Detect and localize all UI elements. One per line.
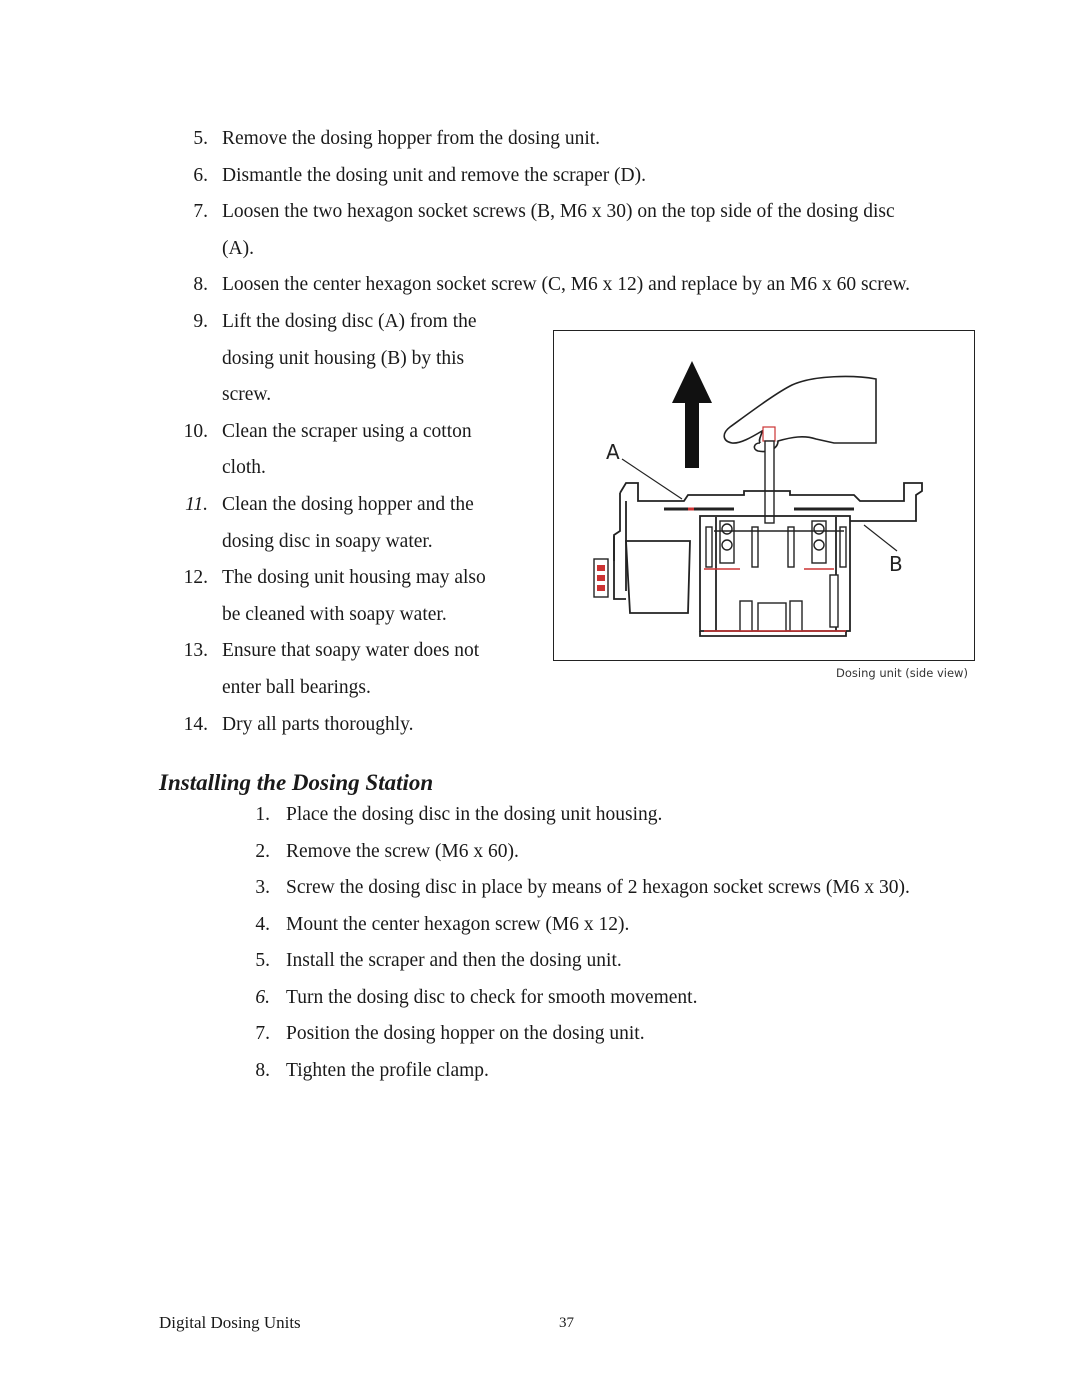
label-a: A [606,440,620,464]
page-number: 37 [559,1315,574,1331]
removal-step-text: Lift the dosing disc (A) from the [222,311,477,332]
install-step-text: Install the scraper and then the dosing unit. [286,950,622,971]
install-step-number: 8. [255,1059,270,1081]
removal-step-text: Remove the dosing hopper from the dosing unit. [222,128,601,149]
install-step-text: Screw the dosing disc in place by means of 2 hexagon socket screws (M6 x 30). [286,877,910,898]
removal-step-text: The dosing unit housing may also [222,567,486,589]
install-step-number: 3. [255,877,270,898]
lift-arrow-icon [672,361,712,468]
footer-title: Digital Dosing Units [159,1313,301,1332]
removal-step-number: 12. [183,567,208,589]
removal-step-text: enter ball bearings. [222,677,371,698]
dosing-unit-diagram [554,331,976,662]
install-step-number: 1. [255,804,270,825]
label-b: B [889,552,903,576]
removal-step-text: Loosen the center hexagon socket screw (C, M6 x 12) and replace by an M6 x 60 screw. [222,274,911,296]
removal-step-text: (A). [222,237,254,259]
install-step-number: 5. [255,950,270,971]
install-step-number: 6. [255,986,270,1008]
install-step-number: 2. [255,840,270,862]
install-step-text: Place the dosing disc in the dosing unit housing. [286,804,663,825]
removal-step-number: 5. [193,128,208,149]
install-step-text: Remove the screw (M6 x 60). [286,840,519,862]
removal-step-number: 8. [193,274,208,296]
removal-step-text: cloth. [222,457,266,479]
section-heading: Installing the Dosing Station [159,770,434,795]
install-step-text: Position the dosing hopper on the dosing unit. [286,1023,645,1044]
removal-step-number: 9. [193,311,208,332]
install-step-text: Tighten the profile clamp. [286,1059,489,1081]
removal-step-number: 10. [183,420,208,442]
removal-step-text: dosing disc in soapy water. [222,530,433,552]
removal-step-text: screw. [222,384,272,406]
removal-step-number: 11. [185,494,208,515]
install-step-text: Mount the center hexagon screw (M6 x 12). [286,913,630,935]
removal-step-text: Ensure that soapy water does not [222,640,480,662]
hand-icon [724,377,876,452]
removal-step-text: Clean the scraper using a cotton [222,420,472,442]
removal-step-text: Loosen the two hexagon socket screws (B, M6 x 30) on the top side of the dosing disc [222,201,895,223]
removal-step-number: 14. [183,713,208,735]
removal-step-text: dosing unit housing (B) by this [222,347,465,369]
dosing-unit-figure [553,330,975,661]
removal-step-text: Clean the dosing hopper and the [222,494,474,515]
install-step-number: 7. [255,1023,270,1044]
removal-step-text: be cleaned with soapy water. [222,603,447,625]
install-step-text: Turn the dosing disc to check for smooth movement. [286,986,698,1008]
figure-caption: Dosing unit (side view) [836,666,968,680]
removal-step-number: 6. [193,164,208,186]
removal-step-number: 13. [183,640,208,662]
removal-step-text: Dry all parts thoroughly. [222,713,414,735]
removal-step-text: Dismantle the dosing unit and remove the scraper (D). [222,164,647,186]
install-step-number: 4. [255,913,270,935]
removal-step-number: 7. [193,201,208,223]
